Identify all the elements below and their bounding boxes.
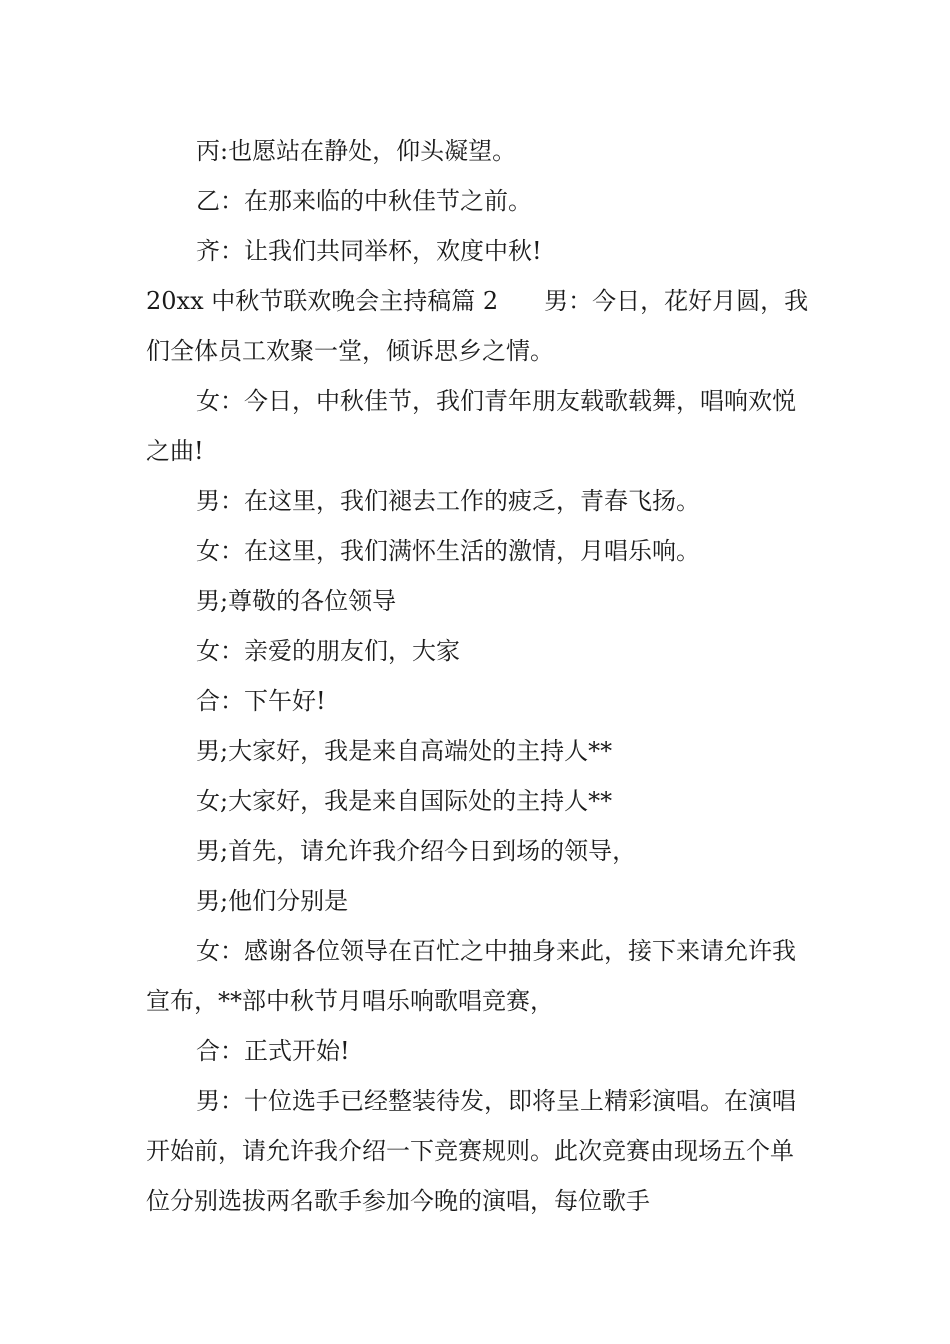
script-line: 男;首先，请允许我介绍今日到场的领导， <box>196 837 637 865</box>
script-line: 丙:也愿站在静处，仰头凝望。 <box>196 137 517 165</box>
script-line: 女：亲爱的朋友们，大家 <box>196 637 460 665</box>
section-first-line: 男：今日，花好月圆，我们全体员工欢聚一堂，倾诉思乡之情。 <box>146 287 809 365</box>
script-line: 女;大家好，我是来自国际处的主持人** <box>196 787 613 815</box>
script-line: 乙：在那来临的中秋佳节之前。 <box>196 187 532 215</box>
script-line: 女：感谢各位领导在百忙之中抽身来此，接下来请允许我宣布，**部中秋节月唱乐响歌唱竞赛， <box>146 937 796 1015</box>
script-line: 男：十位选手已经整装待发，即将呈上精彩演唱。在演唱开始前，请允许我介绍一下竞赛规则。此次竞赛由现场五个单位分别选拔两名歌手参加今晚的演唱，每位歌手 <box>146 1087 796 1215</box>
document-body <box>146 126 811 1226</box>
script-line: 女：今日，中秋佳节，我们青年朋友载歌载舞，唱响欢悦之曲! <box>146 387 796 465</box>
script-line: 合：正式开始! <box>196 1037 350 1065</box>
script-line: 男;他们分别是 <box>196 887 349 915</box>
script-line: 男;大家好，我是来自高端处的主持人** <box>196 737 613 765</box>
script-line: 男;尊敬的各位领导 <box>196 587 397 615</box>
script-line: 齐：让我们共同举杯，欢度中秋! <box>196 237 542 265</box>
script-line: 合：下午好! <box>196 687 326 715</box>
script-line: 女：在这里，我们满怀生活的激情，月唱乐响。 <box>196 537 700 565</box>
section-heading-paragraph <box>146 276 811 376</box>
script-line: 男：在这里，我们褪去工作的疲乏，青春飞扬。 <box>196 487 700 515</box>
section-title: 20xx 中秋节联欢晚会主持稿篇 2 <box>146 287 499 315</box>
